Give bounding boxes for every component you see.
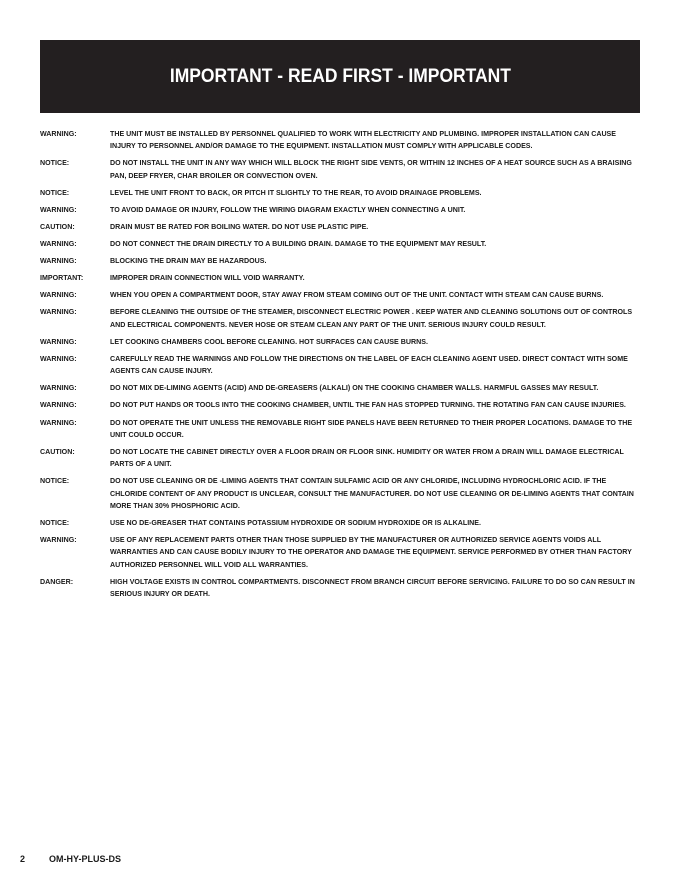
notice-label: WARNING: (40, 308, 77, 317)
notice-row (40, 382, 640, 394)
notice-text: DO NOT CONNECT THE DRAIN DIRECTLY TO A BUILDING DRAIN. DAMAGE TO THE EQUIPMENT MAY RESULT. (110, 240, 487, 249)
notice-text: IMPROPER DRAIN CONNECTION WILL VOID WARRANTY. (110, 274, 305, 283)
notice-label: NOTICE: (40, 159, 70, 168)
notice-text: DO NOT LOCATE THE CABINET DIRECTLY OVER A FLOOR DRAIN OR FLOOR SINK. HUMIDITY OR WATER FROM A DRAIN WILL DAMAGE ELECTRICAL PARTS OF A UNIT. (110, 447, 624, 469)
notice-text: LEVEL THE UNIT FRONT TO BACK, OR PITCH IT SLIGHTLY TO THE REAR, TO AVOID DRAINAGE PROBLEMS. (110, 188, 482, 197)
notice-label: NOTICE: (40, 477, 70, 486)
notice-label: NOTICE: (40, 518, 70, 527)
notice-row (40, 221, 640, 233)
notice-label: WARNING: (40, 536, 77, 545)
notice-label: NOTICE: (40, 188, 70, 197)
notice-label: WARNING: (40, 205, 77, 214)
notice-row (40, 336, 640, 348)
notice-row (40, 446, 640, 471)
page-title: IMPORTANT - READ FIRST - IMPORTANT (169, 65, 511, 87)
notice-text: DRAIN MUST BE RATED FOR BOILING WATER. DO NOT USE PLASTIC PIPE. (110, 222, 369, 231)
notice-label: IMPORTANT: (40, 274, 84, 283)
notice-label: WARNING: (40, 240, 77, 249)
notice-row (40, 204, 640, 216)
notice-row (40, 576, 640, 601)
notice-text: LET COOKING CHAMBERS COOL BEFORE CLEANING. HOT SURFACES CAN CAUSE BURNS. (110, 337, 428, 346)
notice-text: DO NOT PUT HANDS OR TOOLS INTO THE COOKING CHAMBER, UNTIL THE FAN HAS STOPPED TURNING. THE ROTATING FAN CAN CAUSE INJURIES. (110, 401, 626, 410)
notice-text: DO NOT USE CLEANING OR DE -LIMING AGENTS THAT CONTAIN SULFAMIC ACID OR ANY CHLORIDE, INCLUDING HYDROCHLORIC ACID. IF THE CHLORIDE CONTENT OF ANY PRODUCT IS UNCLEAR, CONSULT THE MANUFACTURER. DO NOT USE CLEANING OR DE-LIMING AGENTS THAT CONTAIN MORE THAN 30% PHOSPHORIC ACID. (110, 477, 634, 510)
notice-row (40, 517, 640, 529)
notice-row (40, 399, 640, 411)
notice-label: WARNING: (40, 257, 77, 266)
notice-row (40, 289, 640, 301)
notice-list (40, 128, 640, 605)
notice-label: WARNING: (40, 130, 77, 138)
notice-text: BLOCKING THE DRAIN MAY BE HAZARDOUS. (110, 257, 267, 266)
notice-text: USE NO DE-GREASER THAT CONTAINS POTASSIUM HYDROXIDE OR SODIUM HYDROXIDE OR IS ALKALINE. (110, 518, 481, 527)
notice-row (40, 417, 640, 442)
notice-row (40, 306, 640, 331)
notice-text: THE UNIT MUST BE INSTALLED BY PERSONNEL QUALIFIED TO WORK WITH ELECTRICITY AND PLUMBING. IMPROPER INSTALLATION CAN CAUSE INJURY TO PERSONNEL AND/OR DAMAGE TO THE EQUIPMENT. INSTALLATION MUST COMPLY WITH APPLICABLE CODES. (110, 130, 617, 151)
notice-text: DO NOT MIX DE-LIMING AGENTS (ACID) AND DE-GREASERS (ALKALI) ON THE COOKING CHAMBER WALLS. HARMFUL GASSES MAY RESULT. (110, 384, 599, 393)
notice-text: WHEN YOU OPEN A COMPARTMENT DOOR, STAY AWAY FROM STEAM COMING OUT OF THE UNIT. CONTACT WITH STEAM CAN CAUSE BURNS. (110, 291, 604, 300)
notice-row (40, 128, 640, 153)
notice-row (40, 475, 640, 512)
notice-label: WARNING: (40, 291, 77, 300)
notice-text: HIGH VOLTAGE EXISTS IN CONTROL COMPARTMENTS. DISCONNECT FROM BRANCH CIRCUIT BEFORE SERVICING. FAILURE TO DO SO CAN RESULT IN SERIOUS INJURY OR DEATH. (110, 577, 635, 599)
notice-text: BEFORE CLEANING THE OUTSIDE OF THE STEAMER, DISCONNECT ELECTRIC POWER . KEEP WATER AND CLEANING SOLUTIONS OUT OF CONTROLS AND ELECTRICAL COMPONENTS. NEVER HOSE OR STEAM CLEAN ANY PART OF THE UNIT. SERIOUS INJURY COULD RESULT. (110, 308, 633, 329)
notice-label: WARNING: (40, 384, 77, 393)
notice-label: WARNING: (40, 354, 77, 363)
document-code: OM-HY-PLUS-DS (49, 854, 122, 864)
notice-text: TO AVOID DAMAGE OR INJURY, FOLLOW THE WIRING DIAGRAM EXACTLY WHEN CONNECTING A UNIT. (110, 205, 466, 214)
notice-row (40, 353, 640, 378)
notice-label: WARNING: (40, 401, 77, 410)
page-number: 2 (20, 854, 26, 864)
notice-label: CAUTION: (40, 222, 75, 231)
notice-label: WARNING: (40, 337, 77, 346)
notice-row (40, 187, 640, 199)
notice-label: DANGER: (40, 577, 74, 586)
title-banner (40, 40, 640, 113)
notice-row (40, 272, 640, 284)
notice-text: DO NOT INSTALL THE UNIT IN ANY WAY WHICH WILL BLOCK THE RIGHT SIDE VENTS, OR WITHIN 12 INCHES OF A HEAT SOURCE SUCH AS A BRAISING PAN, DEEP FRYER, CHAR BROILER OR CONVECTION OVEN. (110, 159, 632, 180)
notice-label: WARNING: (40, 418, 77, 427)
notice-row (40, 534, 640, 571)
notice-text: DO NOT OPERATE THE UNIT UNLESS THE REMOVABLE RIGHT SIDE PANELS HAVE BEEN RETURNED TO THEIR PROPER LOCATIONS. DAMAGE TO THE UNIT COULD OCCUR. (110, 418, 633, 439)
notice-text: USE OF ANY REPLACEMENT PARTS OTHER THAN THOSE SUPPLIED BY THE MANUFACTURER OR AUTHORIZED SERVICE AGENTS VOIDS ALL WARRANTIES AND CAN CAUSE BODILY INJURY TO THE OPERATOR AND DAMAGE THE EQUIPMENT. SERVICE PERFORMED BY OTHER THAN FACTORY AUTHORIZED PERSONNEL WILL VOID ALL WARRANTIES. (110, 536, 632, 569)
notice-row (40, 157, 640, 182)
notice-row (40, 255, 640, 267)
notice-label: CAUTION: (40, 447, 75, 456)
page-footer (20, 854, 121, 864)
notice-row (40, 238, 640, 250)
notice-text: CAREFULLY READ THE WARNINGS AND FOLLOW THE DIRECTIONS ON THE LABEL OF EACH CLEANING AGENT USED. DIRECT CONTACT WITH SOME AGENTS CAN CAUSE INJURY. (110, 354, 628, 376)
